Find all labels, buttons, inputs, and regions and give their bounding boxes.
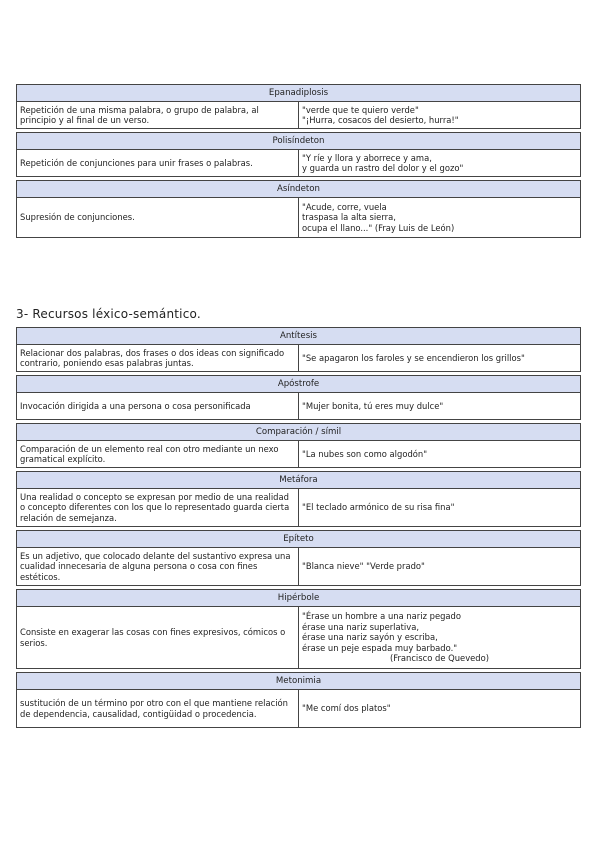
example-cell: "verde que te quiero verde" "¡Hurra, cosacos del desierto, hurra!"	[299, 102, 581, 129]
table-row	[17, 690, 581, 728]
table-row	[17, 607, 581, 669]
example-cell: "La nubes son como algodón"	[299, 441, 581, 468]
example-cell: "Mujer bonita, tú eres muy dulce"	[299, 393, 581, 420]
definition-cell: Invocación dirigida a una persona o cosa personificada	[17, 393, 299, 420]
row-title: Asíndeton	[17, 181, 581, 198]
table-row	[17, 102, 581, 129]
definition-cell: sustitución de un término por otro con el que mantiene relación de dependencia, causalidad, contigüidad o procedencia.	[17, 690, 299, 728]
table-header-row	[17, 133, 581, 150]
example-author: (Francisco de Quevedo)	[389, 653, 490, 664]
table-row	[17, 548, 581, 586]
section-heading: 3- Recursos léxico-semántico.	[16, 307, 201, 321]
table-header-row	[17, 673, 581, 690]
example-cell: "Me comí dos platos"	[299, 690, 581, 728]
table-header-row	[17, 590, 581, 607]
example-cell: "Blanca nieve" "Verde prado"	[299, 548, 581, 586]
table-row	[17, 441, 581, 468]
row-title: Metáfora	[17, 472, 581, 489]
definition-cell: Relacionar dos palabras, dos frases o dos ideas con significado contrario, poniendo esas palabras juntas.	[17, 345, 299, 372]
example-cell: "Se apagaron los faroles y se encendieron los grillos"	[299, 345, 581, 372]
definition-cell: Repetición de conjunciones para unir frases o palabras.	[17, 150, 299, 177]
definition-cell: Repetición de una misma palabra, o grupo de palabra, al principio y al final de un verso.	[17, 102, 299, 129]
row-title: Epanadiplosis	[17, 85, 581, 102]
row-title: Antítesis	[17, 328, 581, 345]
table-row	[17, 489, 581, 527]
row-title: Epíteto	[17, 531, 581, 548]
table-header-row	[17, 531, 581, 548]
row-title: Comparación / símil	[17, 424, 581, 441]
row-title: Polisíndeton	[17, 133, 581, 150]
example-cell: "El teclado armónico de su risa fina"	[299, 489, 581, 527]
table-header-row	[17, 424, 581, 441]
row-title: Hipérbole	[17, 590, 581, 607]
table-row	[17, 345, 581, 372]
example-cell: "Acude, corre, vuela traspasa la alta sierra, ocupa el llano..." (Fray Luis de León)	[299, 198, 581, 238]
table-row	[17, 393, 581, 420]
table-row	[17, 150, 581, 177]
definition-cell: Consiste en exagerar las cosas con fines expresivos, cómicos o serios.	[17, 607, 299, 669]
table-header-row	[17, 181, 581, 198]
table-header-row	[17, 328, 581, 345]
table-row	[17, 198, 581, 238]
example-quote: "Érase un hombre a una nariz pegado érase una nariz superlativa, érase una nariz sayón y escriba, érase un peje espada muy barbado."	[302, 611, 461, 653]
row-title: Metonimia	[17, 673, 581, 690]
figures-table-lexical-semantic	[16, 327, 581, 728]
definition-cell: Es un adjetivo, que colocado delante del sustantivo expresa una cualidad innecesaria de alguna persona o cosa con fines estéticos.	[17, 548, 299, 586]
table-header-row	[17, 376, 581, 393]
example-cell: "Y ríe y llora y aborrece y ama, y guarda un rastro del dolor y el gozo"	[299, 150, 581, 177]
table-header-row	[17, 85, 581, 102]
example-cell	[299, 607, 581, 669]
definition-cell: Comparación de un elemento real con otro mediante un nexo gramatical explícito.	[17, 441, 299, 468]
table-header-row	[17, 472, 581, 489]
definition-cell: Supresión de conjunciones.	[17, 198, 299, 238]
definition-cell: Una realidad o concepto se expresan por medio de una realidad o concepto diferentes con los que lo representado guarda cierta relación de semejanza.	[17, 489, 299, 527]
figures-table-repetition	[16, 84, 581, 238]
row-title: Apóstrofe	[17, 376, 581, 393]
